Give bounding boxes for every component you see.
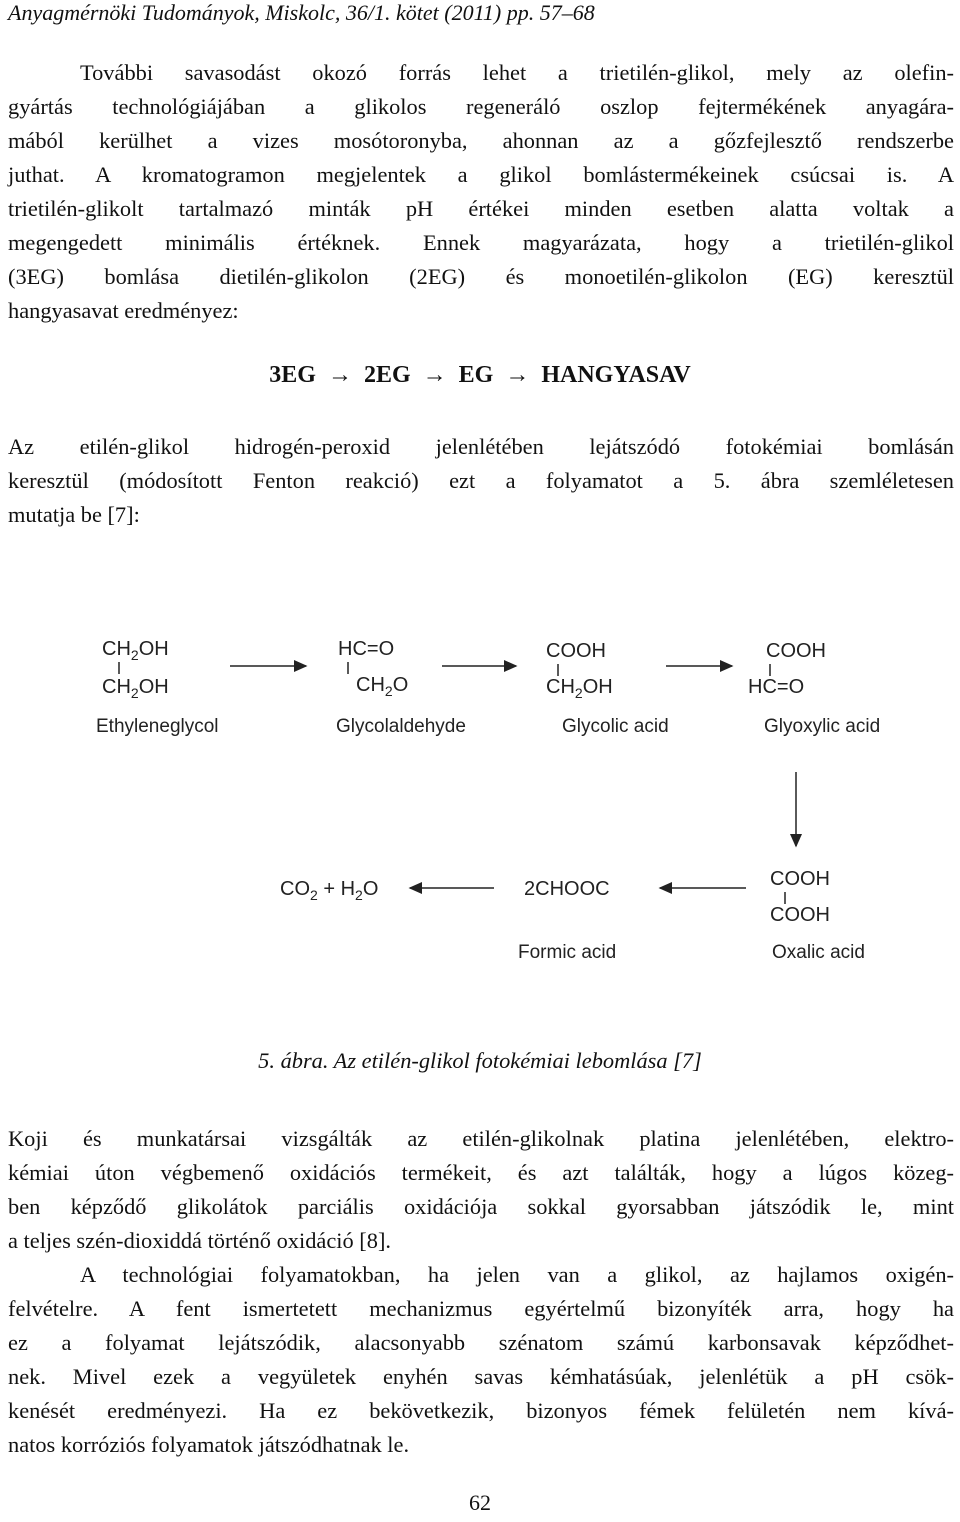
paragraph-2 — [8, 430, 954, 532]
text-line: hangyasavat eredményez: — [8, 298, 239, 323]
co2-h2o-formula: $CO_2 + H_2O$ — [280, 878, 379, 903]
caption-text: Az etilén-glikol fotokémiai lebomlása [7] — [328, 1048, 702, 1073]
text-line: Koji és munkatársai vizsgálták az etilén-glikolnak platina jelenlétében, elektro- — [8, 1126, 954, 1151]
text-line: kémiai úton végbemenő oxidációs termékeit, és azt találták, hogy a lúgos közeg- — [8, 1160, 954, 1185]
arrow-icon: → — [327, 362, 352, 388]
eq-term-hangyasav: HANGYASAV — [541, 362, 691, 388]
text-line: nek. Mivel ezek a vegyületek enyhén savas kémhatásúak, jelenlétük a pH csök- — [8, 1364, 954, 1389]
reaction-equation — [0, 362, 960, 389]
glyoxylic-acid-top: COOH — [766, 640, 826, 662]
page-number: 62 — [469, 1490, 491, 1515]
text-line: gyártás technológiájában a glikolos regeneráló oszlop fejtermékének anyagára- — [8, 94, 954, 119]
text-line: A technológiai folyamatokban, ha jelen van a glikol, az hajlamos oxigén- — [80, 1262, 954, 1287]
label-glycolic-acid: Glycolic acid — [562, 716, 669, 737]
eq-term-3eg: 3EG — [269, 362, 316, 388]
arrow-icon: → — [505, 362, 530, 388]
figure-lines — [80, 620, 920, 980]
oxalic-acid-top: COOH — [770, 868, 830, 890]
glyoxylic-acid-bottom: HC=O — [748, 676, 805, 698]
text-line: ez a folyamat lejátszódik, alacsonyabb szénatom számú karbonsavak képződhet- — [8, 1330, 954, 1355]
text-line: megengedett minimális értéknek. Ennek magyarázata, hogy a trietilén-glikol — [8, 230, 954, 255]
text-line: juthat. A kromatogramon megjelentek a glikol bomlástermékeinek csúcsai is. A — [8, 162, 954, 187]
paragraph-1 — [8, 56, 954, 328]
glycolic-acid-bottom: $CH_2OH$ — [546, 676, 613, 701]
figure-caption — [0, 1048, 960, 1074]
reaction-scheme-figure — [80, 620, 920, 980]
label-glyoxylic-acid: Glyoxylic acid — [764, 716, 881, 737]
text-line: trietilén-glikolt tartalmazó minták pH értékei minden esetben alatta voltak a — [8, 196, 954, 221]
text-line: Az etilén-glikol hidrogén-peroxid jelenlétében lejátszódó fotokémiai bomlásán — [8, 434, 954, 459]
ethyleneglycol-bottom: $CH_2OH$ — [102, 676, 169, 701]
label-glycolaldehyde: Glycolaldehyde — [336, 716, 466, 737]
glycolaldehyde-top: HC=O — [338, 638, 395, 660]
text-line: natos korróziós folyamatok játszódhatnak le. — [8, 1432, 410, 1457]
oxalic-acid-bottom: COOH — [770, 904, 830, 926]
text-line: mából kerülhet a vizes mosótoronyba, ahonnan az a gőzfejlesztő rendszerbe — [8, 128, 954, 153]
arrow-icon: → — [422, 362, 447, 388]
label-oxalic-acid: Oxalic acid — [772, 942, 865, 963]
caption-label: 5. ábra. — [258, 1048, 329, 1073]
glycolaldehyde-bottom: $CH_2O$ — [356, 674, 409, 699]
eq-term-eg: EG — [458, 362, 494, 388]
running-header: Anyagmérnöki Tudományok, Miskolc, 36/1. kötet (2011) pp. 57–68 — [8, 0, 595, 25]
text-line: kenését eredményezi. Ha ez bekövetkezik, bizonyos fémek felületén nem kívá- — [8, 1398, 954, 1423]
ethyleneglycol-top: $CH_2OH$ — [102, 638, 169, 663]
text-line: felvételre. A fent ismertetett mechanizmus egyértelmű bizonyíték arra, hogy ha — [8, 1296, 954, 1321]
text-line: a teljes szén-dioxiddá történő oxidáció [8]. — [8, 1228, 392, 1253]
glycolic-acid-top: COOH — [546, 640, 606, 662]
label-ethyleneglycol: Ethyleneglycol — [96, 716, 219, 737]
label-formic-acid: Formic acid — [518, 942, 617, 963]
eq-term-2eg: 2EG — [363, 362, 411, 388]
formic-acid-formula: 2CHOOC — [524, 878, 610, 900]
paragraph-3 — [8, 1122, 954, 1258]
text-line: ben képződő glikolátok parciális oxidációja sokkal gyorsabban játszódik le, mint — [8, 1194, 954, 1219]
text-line: (3EG) bomlása dietilén-glikolon (2EG) és monoetilén-glikolon (EG) keresztül — [8, 264, 954, 289]
text-line: További savasodást okozó forrás lehet a trietilén-glikol, mely az olefin- — [80, 60, 954, 85]
text-line: keresztül (módosított Fenton reakció) ezt a folyamatot a 5. ábra szemléletesen — [8, 468, 954, 493]
paragraph-4 — [8, 1258, 954, 1462]
text-line: mutatja be [7]: — [8, 502, 140, 527]
